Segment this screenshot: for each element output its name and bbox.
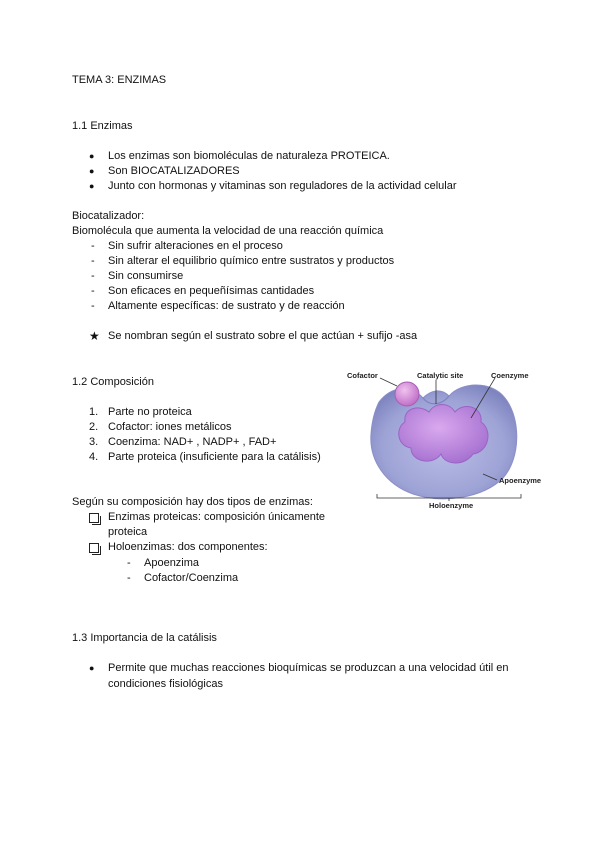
bullet-dot: ● xyxy=(89,181,95,191)
bullet-item-continuation: condiciones fisiológicas xyxy=(108,678,223,690)
coenzyme-label: Coenzyme xyxy=(491,371,529,380)
bullet-item: Los enzimas son biomoléculas de naturaleza PROTEICA. xyxy=(108,150,390,162)
bullet-item: Son BIOCATALIZADORES xyxy=(108,165,240,177)
list-number: 1. xyxy=(89,406,99,418)
holoenzyme-label: Holoenzyme xyxy=(429,501,474,510)
sub-item: Cofactor/Coenzima xyxy=(144,572,239,584)
dash-marker: - xyxy=(127,557,131,569)
section-heading-catalisis: 1.3 Importancia de la catálisis xyxy=(72,632,217,644)
numbered-item: Cofactor: iones metálicos xyxy=(108,421,232,433)
property-item: Son eficaces en pequeñísimas cantidades xyxy=(108,285,315,297)
bullet-item: Junto con hormonas y vitaminas son reguladores de la actividad celular xyxy=(108,180,457,192)
property-item: Sin sufrir alteraciones en el proceso xyxy=(108,240,283,252)
bullet-dot: ● xyxy=(89,151,95,161)
bullet-dot: ● xyxy=(89,663,95,673)
naming-rule: Se nombran según el sustrato sobre el que actúan + sufijo -asa xyxy=(108,330,418,342)
property-item: Altamente específicas: de sustrato y de reacción xyxy=(108,300,345,312)
biocatalizador-definition: Biomolécula que aumenta la velocidad de una reacción química xyxy=(72,225,384,237)
dash-marker: - xyxy=(91,240,95,252)
catalytic-site-label: Catalytic site xyxy=(417,371,464,380)
biocatalizador-label: Biocatalizador: xyxy=(72,210,145,222)
bullet-dot: ● xyxy=(89,166,95,176)
type-item: Enzimas proteicas: composición únicamente xyxy=(108,511,326,523)
dash-marker: - xyxy=(91,255,95,267)
cofactor-shape xyxy=(395,382,419,406)
star-icon: ★ xyxy=(89,329,100,343)
sub-item: Apoenzima xyxy=(144,557,200,569)
list-number: 4. xyxy=(89,451,99,463)
type-item-continuation: proteica xyxy=(108,526,148,538)
dash-marker: - xyxy=(91,300,95,312)
property-item: Sin alterar el equilibrio químico entre sustratos y productos xyxy=(108,255,395,267)
numbered-item: Parte no proteica xyxy=(108,406,192,418)
cofactor-label: Cofactor xyxy=(347,371,378,380)
section-heading-enzimas: 1.1 Enzimas xyxy=(72,120,133,132)
coenzyme-shape xyxy=(399,405,488,464)
checkbox-bullet-icon xyxy=(89,543,99,553)
type-item: Holoenzimas: dos componentes: xyxy=(108,541,268,553)
bullet-item: Permite que muchas reacciones bioquímicas se produzcan a una velocidad útil en xyxy=(108,662,509,674)
section-heading-composicion: 1.2 Composición xyxy=(72,376,154,388)
types-intro: Según su composición hay dos tipos de enzimas: xyxy=(72,496,313,508)
page-title: TEMA 3: ENZIMAS xyxy=(72,74,167,86)
numbered-item: Parte proteica (insuficiente para la catálisis) xyxy=(108,451,321,463)
property-item: Sin consumirse xyxy=(108,270,184,282)
numbered-item: Coenzima: NAD+ , NADP+ , FAD+ xyxy=(108,436,277,448)
dash-marker: - xyxy=(91,285,95,297)
enzyme-diagram xyxy=(333,362,553,522)
dash-marker: - xyxy=(91,270,95,282)
checkbox-bullet-icon xyxy=(89,513,99,523)
apoenzyme-label: Apoenzyme xyxy=(499,476,542,485)
dash-marker: - xyxy=(127,572,131,584)
list-number: 3. xyxy=(89,436,99,448)
enzyme-illustration xyxy=(333,362,553,522)
list-number: 2. xyxy=(89,421,99,433)
